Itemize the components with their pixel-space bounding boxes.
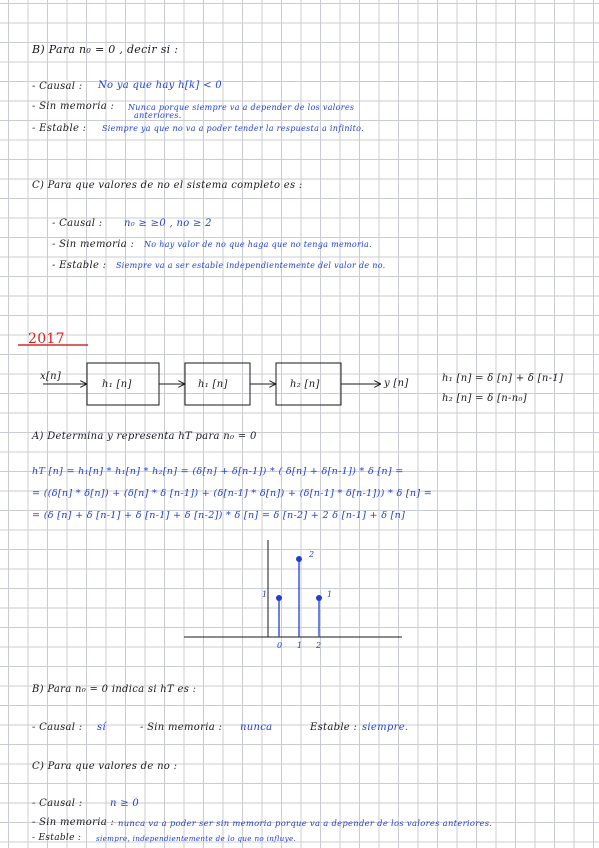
x-tick-label: 0 — [277, 641, 283, 650]
causal-label: - Causal : — [32, 81, 83, 92]
causal-value: sí — [97, 722, 106, 733]
stem-value-label: 1 — [327, 590, 333, 599]
section-b-heading: B) Para n₀ = 0 indica si hT es : — [32, 684, 197, 695]
stem-value-label: 1 — [262, 590, 268, 599]
memory-value: No hay valor de no que haga que no tenga memoria. — [144, 240, 372, 249]
section-c-heading: C) Para que valores de no el sistema completo es : — [32, 180, 303, 191]
stem-point — [276, 595, 282, 601]
stem-point — [316, 595, 322, 601]
memory-label: - Sin memoria : — [32, 101, 115, 112]
stem-point — [296, 556, 302, 562]
h1-definition: h₁ [n] = δ [n] + δ [n-1] — [442, 373, 564, 384]
equation-line-1: hT [n] = h₁[n] * h₁[n] * h₂[n] = (δ[n] + δ[n-1]) * ( δ[n] + δ[n-1]) * δ [n] = — [32, 466, 404, 477]
x-tick-label: 2 — [316, 641, 322, 650]
equation-line-3: = (δ [n] + δ [n-1] + δ [n-1] + δ [n-2]) * δ [n] = δ [n-2] + 2 δ [n-1] + δ [n] — [32, 510, 406, 521]
year-heading: 2017 — [28, 331, 65, 347]
section-b-heading: B) Para n₀ = 0 , decir si : — [32, 43, 179, 56]
causal-label: - Causal : — [52, 218, 103, 229]
memory-value: nunca va a poder ser sin memoria porque va a depender de los valores anteriores. — [118, 818, 493, 828]
stable-value: siempre. — [362, 722, 409, 733]
output-signal-label: y [n] — [384, 378, 409, 389]
block-h1-label: h₁ [n] — [102, 379, 132, 390]
h2-definition: h₂ [n] = δ [n-n₀] — [442, 393, 527, 404]
x-tick-label: 1 — [297, 641, 303, 650]
stable-value: Siempre va a ser estable independientemente del valor de no. — [116, 261, 386, 270]
memory-value-continued: anteriores. — [134, 111, 182, 120]
stem-value-label: 2 — [309, 550, 315, 559]
stable-label: - Estable : — [32, 833, 82, 843]
equation-line-2: = ((δ[n] * δ[n]) + (δ[n] * δ [n-1]) + (δ[n-1] * δ[n]) + (δ[n-1] * δ[n-1])) * δ [n] = — [32, 488, 433, 499]
input-signal-label: x[n] — [40, 371, 62, 382]
memory-label: - Sin memoria : — [32, 817, 115, 828]
causal-value: No ya que hay h[k] < 0 — [98, 80, 222, 91]
memory-value: nunca — [240, 722, 273, 733]
causal-label: - Causal : — [32, 798, 83, 809]
memory-label: - Sin memoria : — [140, 722, 223, 733]
section-a-heading: A) Determina y representa hT para n₀ = 0 — [32, 431, 257, 442]
section-c-heading: C) Para que valores de no : — [32, 761, 178, 772]
block-h1-label: h₁ [n] — [198, 379, 228, 390]
stable-label: - Estable : — [52, 260, 107, 271]
memory-value: Nunca porque siempre va a depender de los valores — [128, 103, 355, 112]
stable-label: - Estable : — [32, 123, 87, 134]
stable-value: siempre, independientemente de lo que no influye. — [96, 834, 297, 843]
causal-label: - Causal : — [32, 722, 83, 733]
memory-label: - Sin memoria : — [52, 239, 135, 250]
causal-value: n₀ ≥ ≥0 , no ≥ 2 — [124, 218, 212, 229]
causal-value: n ≥ 0 — [110, 798, 140, 809]
stable-label: Estable : — [310, 722, 358, 733]
block-h2-label: h₂ [n] — [290, 379, 320, 390]
stable-value: Siempre ya que no va a poder tender la respuesta a infinito. — [102, 124, 364, 133]
